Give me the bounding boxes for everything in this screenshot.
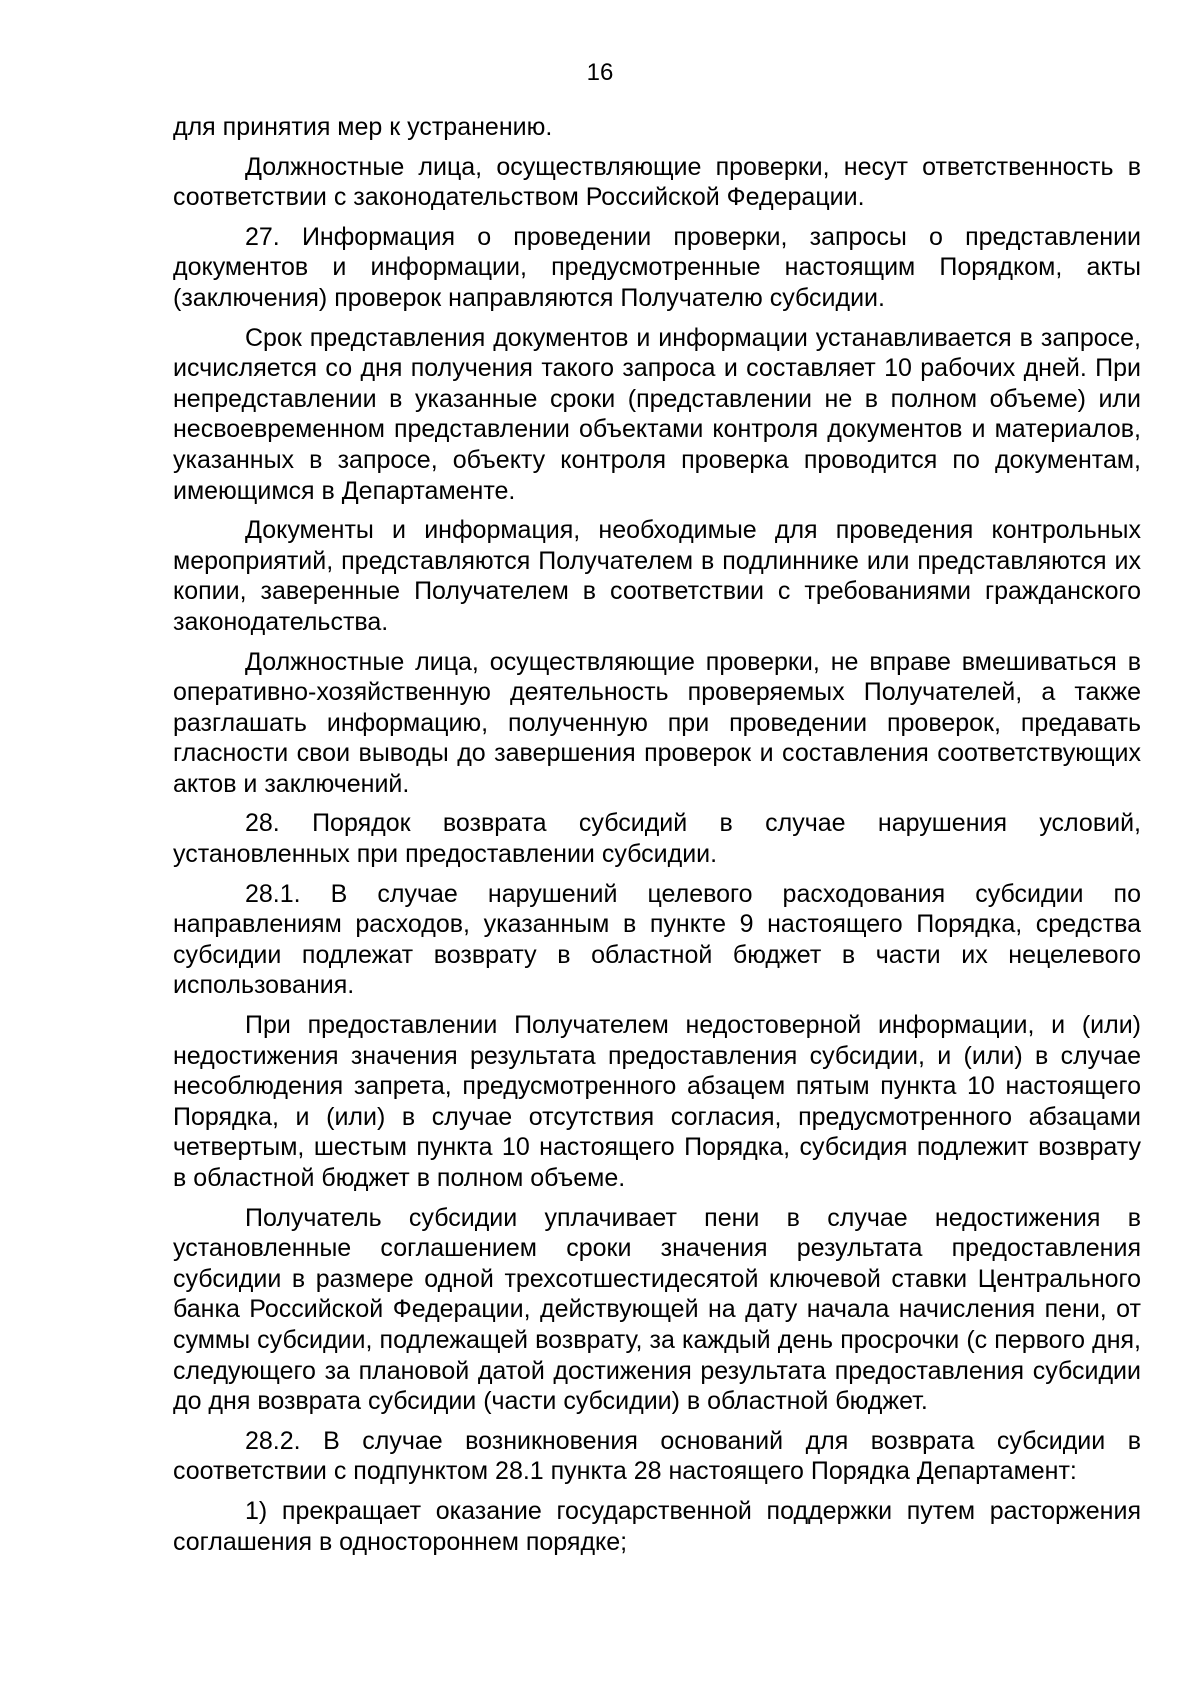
paragraph-continuation: для принятия мер к устранению. — [173, 113, 553, 141]
paragraph-responsibility: Должностные лица, осуществляющие проверки, несут ответственность в соответствии с законодательством Российской Федерации. — [173, 152, 1141, 212]
paragraph-submission-deadline: Срок представления документов и информации устанавливается в запросе, исчисляется со дня получения такого запроса и составляет 10 рабочих дней. При непредставлении в указанные сроки (представлении не в полном объеме) или несвоевременном представлении объектами контроля документов и материалов, указанных в запросе, объекту контроля проверка проводится по документам, имеющимся в Департаменте. — [173, 323, 1141, 505]
paragraph-full-return: При предоставлении Получателем недостоверной информации, и (или) недостижения значения результата предоставления субсидии, и (или) в случае несоблюдения запрета, предусмотренного абзацем пятым пункта 10 настоящего Порядка, и (или) в случае отсутствия согласия, предусмотренного абзацами четвертым, шестым пункта 10 настоящего Порядка, субсидия подлежит возврату в областной бюджет в полном объеме. — [173, 1011, 1141, 1192]
document-body — [173, 112, 1141, 1566]
paragraph-item-27: 27. Информация о проведении проверки, запросы о представлении документов и информации, предусмотренные настоящим Порядком, акты (заключения) проверок направляются Получателю субсидии. — [173, 222, 1141, 312]
page-number: 16 — [586, 59, 614, 86]
paragraph-officials-restrictions: Должностные лица, осуществляющие проверки, не вправе вмешиваться в оперативно-хозяйственную деятельность проверяемых Получателей, а также разглашать информацию, полученную при проведении проверок, предавать гласности свои выводы до завершения проверок и составления соответствующих актов и заключений. — [173, 647, 1141, 798]
paragraph-item-28: 28. Порядок возврата субсидий в случае нарушения условий, установленных при предоставлении субсидии. — [173, 809, 1141, 869]
paragraph-penalty: Получатель субсидии уплачивает пени в случае недостижения в установленные соглашением сроки значения результата предоставления субсидии в размере одной трехсотшестидесятой ключевой ставки Центрального банка Российской Федерации, действующей на дату начала начисления пени, от суммы субсидии, подлежащей возврату, за каждый день просрочки (с первого дня, следующего за плановой датой достижения результата предоставления субсидии до дня возврата субсидии (части субсидии) в областной бюджет. — [173, 1203, 1141, 1416]
paragraph-item-28-1: 28.1. В случае нарушений целевого расходования субсидии по направлениям расходов, указанным в пункте 9 настоящего Порядка, средства субсидии подлежат возврату в областной бюджет в части их нецелевого использования. — [173, 879, 1141, 1000]
paragraph-documents-originals: Документы и информация, необходимые для проведения контрольных мероприятий, представляются Получателем в подлиннике или представляются их копии, заверенные Получателем в соответствии с требованиями гражданского законодательства. — [173, 516, 1141, 636]
paragraph-item-28-2: 28.2. В случае возникновения оснований для возврата субсидии в соответствии с подпунктом 28.1 пункта 28 настоящего Порядка Департамент: — [173, 1426, 1141, 1486]
paragraph-subitem-1: 1) прекращает оказание государственной поддержки путем расторжения соглашения в одностороннем порядке; — [173, 1496, 1141, 1556]
